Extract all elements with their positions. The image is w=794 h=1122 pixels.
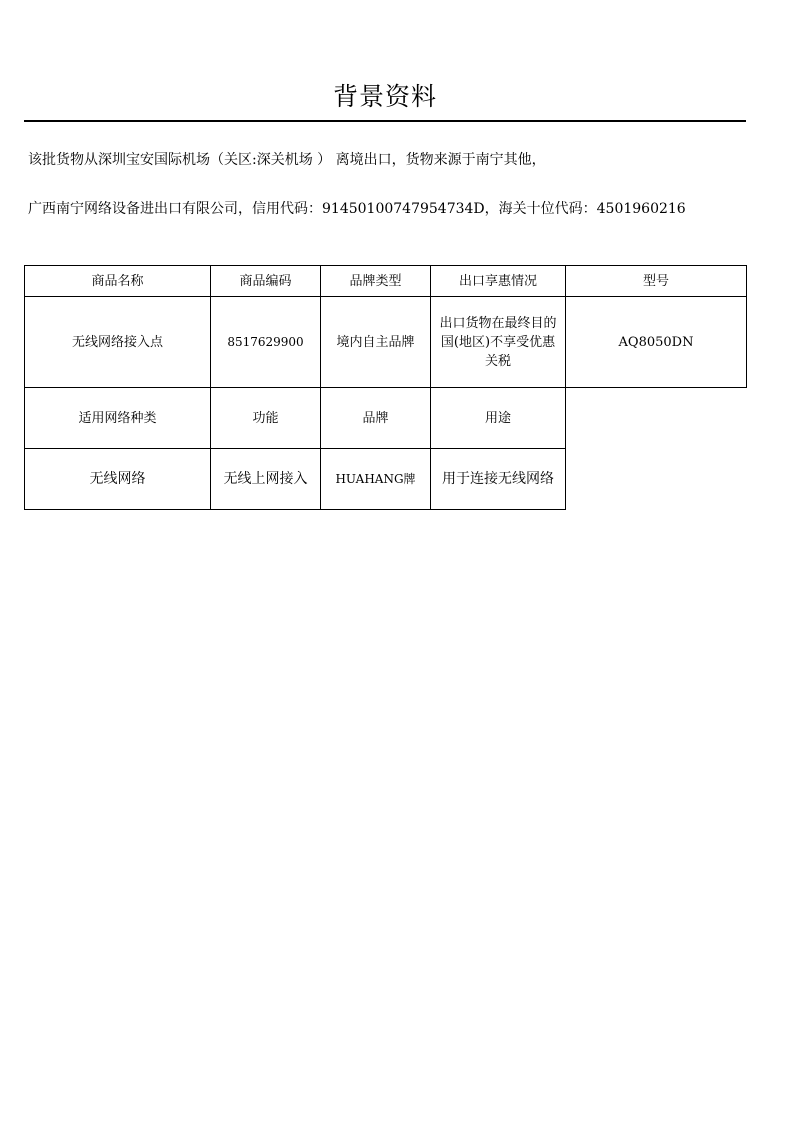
- table-row: [25, 449, 747, 510]
- table-header-row-2: [25, 388, 747, 449]
- empty-cell: [566, 449, 747, 510]
- cell-export-preference: 出口货物在最终目的国(地区)不享受优惠关税: [431, 297, 566, 388]
- company-info: 广西南宁网络设备进出口有限公司，信用代码：91450100747954734D，海关十位代码：4501960216: [28, 201, 686, 217]
- header-export-preference: 出口享惠情况: [431, 266, 566, 297]
- cell-function: 无线上网接入: [211, 449, 321, 510]
- header-model: 型号: [566, 266, 747, 297]
- cell-model: AQ8050DN: [566, 297, 747, 388]
- header-product-code: 商品编码: [211, 266, 321, 297]
- cell-brand: HUAHANG牌: [321, 449, 431, 510]
- cell-brand-type: 境内自主品牌: [321, 297, 431, 388]
- origin-description: 该批货物从深圳宝安国际机场（关区:深关机场 ） 离境出口，货物来源于南宁其他，: [28, 152, 546, 168]
- header-product-name: 商品名称: [25, 266, 211, 297]
- table-header-row: [25, 266, 747, 297]
- header-function: 功能: [211, 388, 321, 449]
- cell-product-name: 无线网络接入点: [25, 297, 211, 388]
- empty-cell: [566, 388, 747, 449]
- header-usage: 用途: [431, 388, 566, 449]
- header-network-type: 适用网络种类: [25, 388, 211, 449]
- header-brand-type: 品牌类型: [321, 266, 431, 297]
- cell-product-code: 8517629900: [211, 297, 321, 388]
- table-row: [25, 297, 747, 388]
- cell-network-type: 无线网络: [25, 449, 211, 510]
- product-info-table: [24, 265, 747, 510]
- header-brand: 品牌: [321, 388, 431, 449]
- title-divider: [24, 120, 746, 122]
- page-title: 背景资料: [332, 82, 437, 111]
- cell-usage: 用于连接无线网络: [431, 449, 566, 510]
